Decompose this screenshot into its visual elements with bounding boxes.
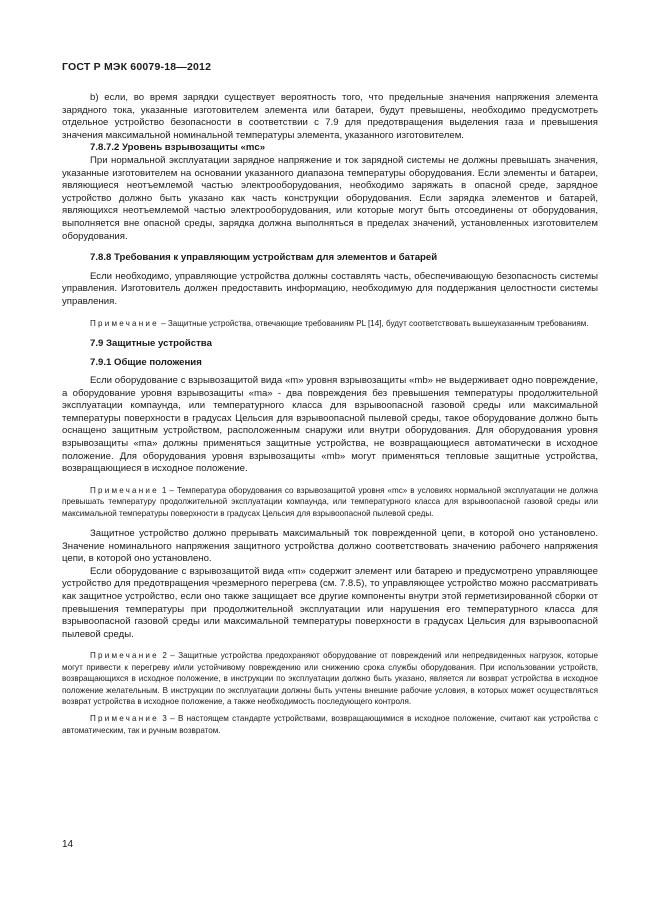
note-label: Примечание	[90, 714, 159, 724]
note-2	[62, 650, 598, 707]
page-body	[62, 92, 598, 736]
note-text: – Защитные устройства, отвечающие требованиям PL [14], будут соответствовать вышеуказанным требованиям.	[161, 318, 589, 328]
note-label: Примечание	[90, 651, 159, 661]
note-label: Примечание	[90, 318, 159, 328]
note-1	[62, 485, 598, 519]
note-3	[62, 713, 598, 736]
paragraph-7-9-1-c: Если оборудование с взрывозащитой вида «m» содержит элемент или батарею и предусмотрено управляющее устройство для предотвращения чрезмерного перегрева (см. 7.8.5), то управляющее устройство можно рассматривать как защитное устройство, если оно также защищает все другие компоненты внутри этой герметизированной сборки от превышения температуры при продолжительной эксплуатации или нарушения его температурного класса для взрывоопасной газовой среды или максимальной температуры поверхности в градусах Цельсия для взрывоопасной пылевой среды.	[62, 565, 598, 640]
page-number: 14	[62, 839, 74, 850]
paragraph-7-8-7-2: При нормальной эксплуатации зарядное напряжение и ток зарядной системы не должны превышать значения, указанные изготовителем на основании указанного диапазона температуры оборудования. Если элементы и батареи, являющиеся неотъемлемой частью электрооборудования, необходимо заряжать в опасной среде, зарядное устройство должно быть указано как часть конструкции оборудования. Если зарядка элементов и батарей, являющихся неотъемлемой частью электрооборудования, или которые могут быть отсоединены от оборудования, выполняется вне опасной среды, зарядка должна выполняться в пределах значений, установленных изготовителем оборудования.	[62, 154, 598, 242]
note-number: 3	[162, 714, 167, 724]
note-text: – Защитные устройства предохраняют оборудование от повреждений или непредвиденных нагрузок, которые могут привести к перегреву и/или устойчивому повреждению или снижению срока службы оборудования. При использовании устройств, возвращающихся в исходное положение, в инструкции по эксплуатации должно быть указано, является ли возврат устройства в исходное положение желательным. В инструкции по эксплуатации должны быть учтены внешние рабочие условия, в которых может осуществляться возврат устройства в исходное положение, а также необходимость последующего контроля.	[62, 651, 599, 707]
heading-7-8-8: 7.8.8 Требования к управляющим устройствам для элементов и батарей	[90, 252, 438, 264]
paragraph-7-9-1-b: Защитное устройство должно прерывать максимальный ток поврежденной цепи, в которой оно установлено. Значение номинального напряжения защитного устройства должно соответствовать значению рабочего напряжения цепи, в которой оно установлено.	[62, 528, 598, 565]
paragraph-7-9-1-a: Если оборудование с взрывозащитой вида «m» уровня взрывозащиты «mb» не выдерживает одно повреждение, а оборудование уровня взрывозащиты «ma» - два повреждения без превышения температуры продолжительной эксплуатации компаунда, или температурного класса для взрывоопасной газовой среды или максимальной температуры поверхности в градусах Цельсия для взрывоопасной пылевой среды, такое оборудование должно быть оснащено защитным устройством, расположенным снаружи или внутри оборудования. Для оборудования уровня взрывозащиты «ma» должны применяться защитные устройства, не возвращающиеся автоматически в исходное положение. Для оборудования уровня взрывозащиты «mb» могут применяться тепловые защитные устройства, возвращающиеся в исходное положение.	[62, 375, 598, 475]
note-number: 2	[162, 651, 167, 661]
heading-7-9: 7.9 Защитные устройства	[90, 337, 212, 349]
note-text: – В настоящем стандарте устройствами, возвращающимися в исходное положение, считают как устройства с автоматическим, так и ручным возвратом.	[62, 714, 599, 735]
note-number: 1	[161, 485, 167, 495]
note-text: – Температура оборудования со взрывозащитой уровня «mc» в условиях нормальной эксплуатации не должна превышать температуру продолжительной эксплуатации компаунда, или температурного класса для взрывоопасной газовой среды или максимальной температуры поверхности в градусах Цельсия для взрывоопасной пылевой среды.	[62, 485, 599, 518]
heading-7-9-1: 7.9.1 Общие положения	[90, 356, 202, 368]
paragraph-7-8-8: Если необходимо, управляющие устройства должны составлять часть, обеспечивающую безопасность системы управления. Изготовитель должен предоставить информацию, необходимую для поддержания целостности системы управления.	[62, 270, 598, 307]
heading-7-8-7-2: 7.8.7.2 Уровень взрывозащиты «mc»	[90, 142, 266, 154]
paragraph-item-b: b) если, во время зарядки существует вероятность того, что предельные значения напряжения элемента зарядного тока, указанные изготовителем элемента или батареи, будут превышены, необходимо предусмотреть отдельное устройство безопасности в соответствии с 7.9 для предотвращения выделения газа и превышения значения максимальной номинальной температуры элемента, указанного изготовителем.	[62, 92, 598, 141]
note-7-8-8	[62, 318, 598, 329]
note-label: Примечание	[90, 485, 159, 495]
standard-header: ГОСТ Р МЭК 60079-18—2012	[62, 61, 212, 73]
